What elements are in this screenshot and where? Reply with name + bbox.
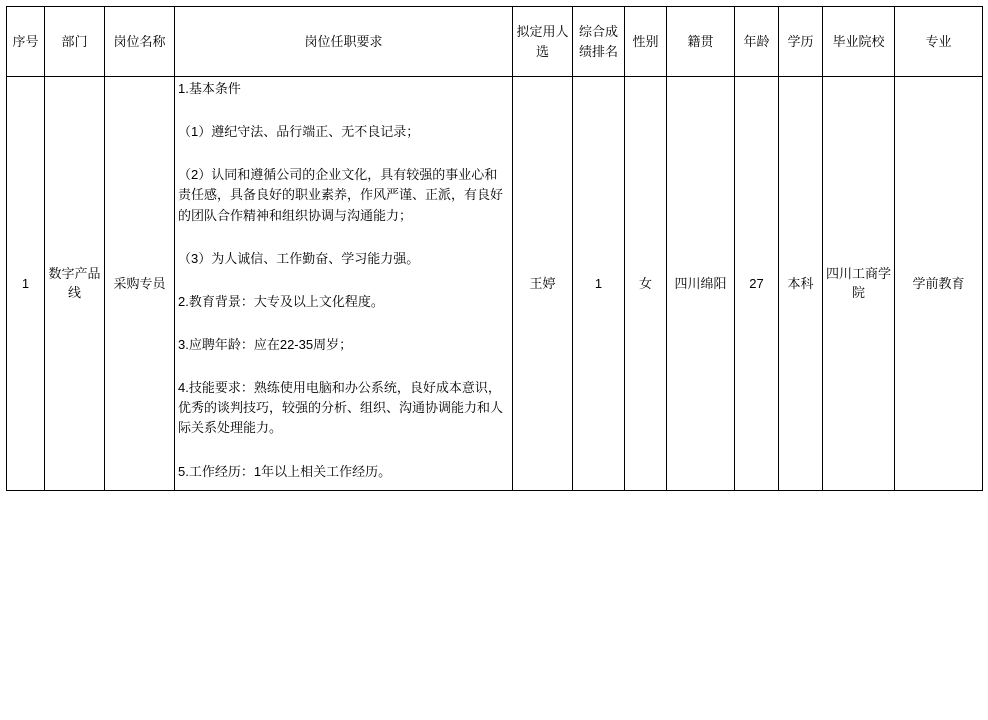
table-header-row [7, 7, 983, 77]
requirement-line: （2）认同和遵循公司的企业文化，具有较强的事业心和责任感，具备良好的职业素养，作风严谨、正派，有良好的团队合作精神和组织协调与沟通能力； [178, 167, 504, 223]
cell-age: 27 [735, 77, 779, 491]
requirement-line: （1）遵纪守法、品行端正、无不良记录； [178, 124, 420, 140]
cell-candidate: 王婷 [513, 77, 573, 491]
cell-position: 采购专员 [105, 77, 175, 491]
cell-native-place: 四川绵阳 [667, 77, 735, 491]
column-header-candidate: 拟定用人选 [513, 7, 573, 77]
requirement-line: 3.应聘年龄：应在22-35周岁； [178, 336, 353, 352]
table-header [7, 7, 983, 77]
requirement-line: 2.教育背景：大专及以上文化程度。 [178, 293, 384, 309]
requirement-line: 1.基本条件 [178, 81, 241, 96]
cell-requirements [175, 77, 513, 491]
requirement-line: （3）为人诚信、工作勤奋、学习能力强。 [178, 250, 420, 266]
requirement-line: 4.技能要求：熟练使用电脑和办公系统，良好成本意识，优秀的谈判技巧，较强的分析、组织、沟通协调能力和人际关系处理能力。 [178, 380, 504, 436]
column-header-education: 学历 [779, 7, 823, 77]
cell-rank: 1 [573, 77, 625, 491]
column-header-requirements: 岗位任职要求 [175, 7, 513, 77]
column-header-age: 年龄 [735, 7, 779, 77]
requirement-line: 5.工作经历：1年以上相关工作经历。 [178, 463, 392, 479]
cell-major: 学前教育 [895, 77, 983, 491]
column-header-gender: 性别 [625, 7, 667, 77]
cell-seq: 1 [7, 77, 45, 491]
column-header-school: 毕业院校 [823, 7, 895, 77]
table-body [7, 77, 983, 491]
cell-education: 本科 [779, 77, 823, 491]
column-header-department: 部门 [45, 7, 105, 77]
table-row [7, 77, 983, 491]
column-header-position: 岗位名称 [105, 7, 175, 77]
cell-department: 数字产品线 [45, 77, 105, 491]
column-header-rank: 综合成绩排名 [573, 7, 625, 77]
column-header-major: 专业 [895, 7, 983, 77]
recruitment-table [6, 6, 983, 491]
cell-gender: 女 [625, 77, 667, 491]
cell-school: 四川工商学院 [823, 77, 895, 491]
column-header-seq: 序号 [7, 7, 45, 77]
column-header-native-place: 籍贯 [667, 7, 735, 77]
